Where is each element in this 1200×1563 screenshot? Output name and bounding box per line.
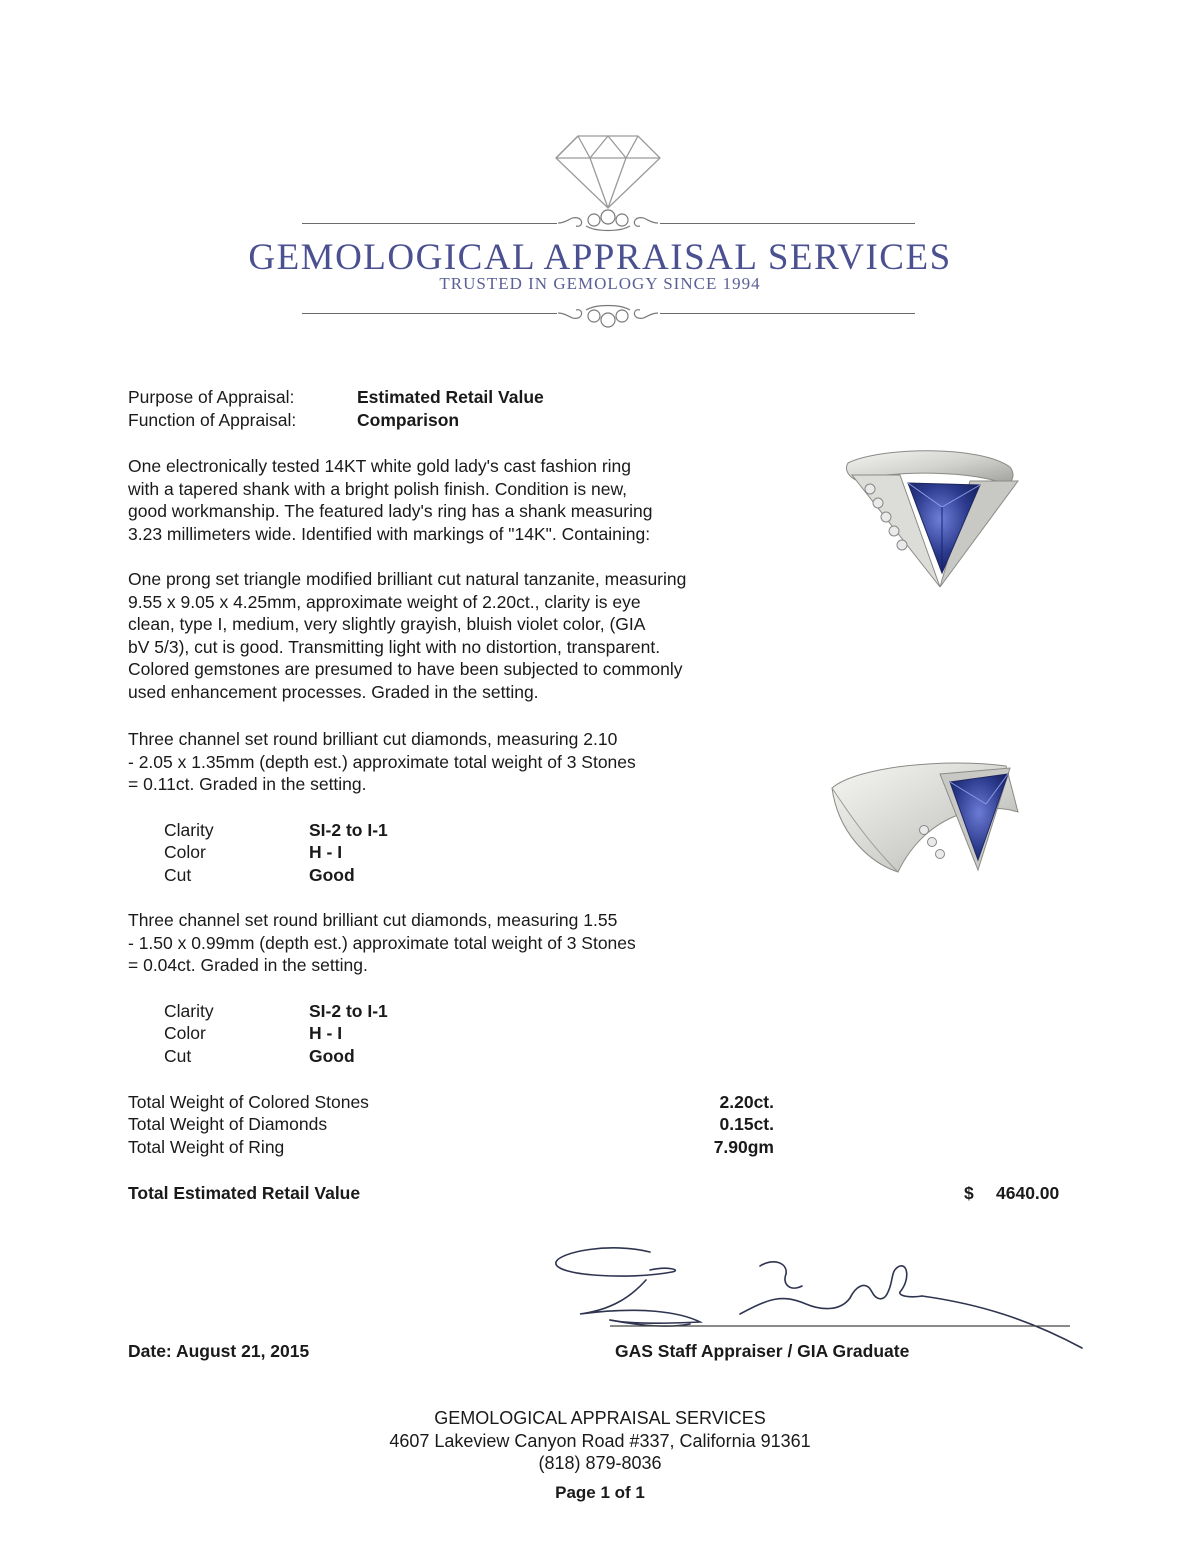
ring-photo-top [830,445,1025,595]
footer-company: GEMOLOGICAL APPRAISAL SERVICES [434,1408,766,1428]
page-number: Page 1 of 1 [555,1483,645,1502]
ornament-top-icon [556,208,660,234]
retail-value-label: Total Estimated Retail Value [128,1183,361,1203]
tanzanite-description: One prong set triangle modified brilliant cut natural tanzanite, measuring 9.55 x 9.05 x 4.25mm, approximate weight of 2.20ct., clarity is eye clean, type I, medium, very slightly grayish, bluish violet color, (GIA bV 5/3), cut is good. Transmitting light with no distortion, transparent. Colored gemstones are presumed to have been subjected to commonly used enhancement processes. Graded in the setting. [128,569,687,702]
total-label: Total Weight of Colored Stones [128,1092,369,1112]
ring-description: One electronically tested 14KT white gold lady's cast fashion ring with a tapered shank with a bright polish finish. Condition is new, good workmanship. The featured lady's ring has a shank measuring 3.23 millimeters wide. Identified with markings of "14K". Containing: [128,456,653,544]
diamonds-description-1: Three channel set round brilliant cut diamonds, measuring 2.10 - 2.05 x 1.35mm (depth est.) approximate total weight of 3 Stones = 0.11ct. Graded in the setting. [128,729,636,794]
ring-photo-side [828,752,1023,882]
ornament-bottom-icon [556,300,660,330]
total-value: 7.90gm [713,1137,774,1157]
grade-label: Cut [164,1046,192,1066]
function-label: Function of Appraisal: [128,410,297,430]
grade-value: Good [309,865,355,885]
grade-value: Good [309,1046,355,1066]
grade-label: Color [164,842,206,862]
grade-label: Clarity [164,820,214,840]
grade-value: H - I [309,842,343,862]
footer-phone: (818) 879-8036 [538,1453,662,1473]
footer-address: 4607 Lakeview Canyon Road #337, California 91361 [389,1431,811,1451]
total-value: 2.20ct. [719,1092,774,1112]
grade-label: Clarity [164,1001,214,1021]
appraiser-title: GAS Staff Appraiser / GIA Graduate [615,1341,910,1361]
company-name: GEMOLOGICAL APPRAISAL SERVICES [248,237,952,278]
diamond-logo-icon [548,130,668,212]
total-label: Total Weight of Diamonds [128,1114,328,1134]
company-tagline: TRUSTED IN GEMOLOGY SINCE 1994 [439,274,761,293]
purpose-value: Estimated Retail Value [357,387,544,407]
retail-currency: $ [964,1183,974,1203]
grade-label: Color [164,1023,206,1043]
total-label: Total Weight of Ring [128,1137,285,1157]
retail-amount: 4640.00 [996,1183,1060,1203]
function-value: Comparison [357,410,460,430]
appraisal-date: Date: August 21, 2015 [128,1341,310,1361]
grade-value: SI-2 to I-1 [309,820,388,840]
diamonds-description-2: Three channel set round brilliant cut diamonds, measuring 1.55 - 1.50 x 0.99mm (depth est.) approximate total weight of 3 Stones = 0.04ct. Graded in the setting. [128,910,636,975]
grade-value: H - I [309,1023,343,1043]
grade-value: SI-2 to I-1 [309,1001,388,1021]
purpose-label: Purpose of Appraisal: [128,387,295,407]
total-value: 0.15ct. [719,1114,774,1134]
grade-label: Cut [164,865,192,885]
